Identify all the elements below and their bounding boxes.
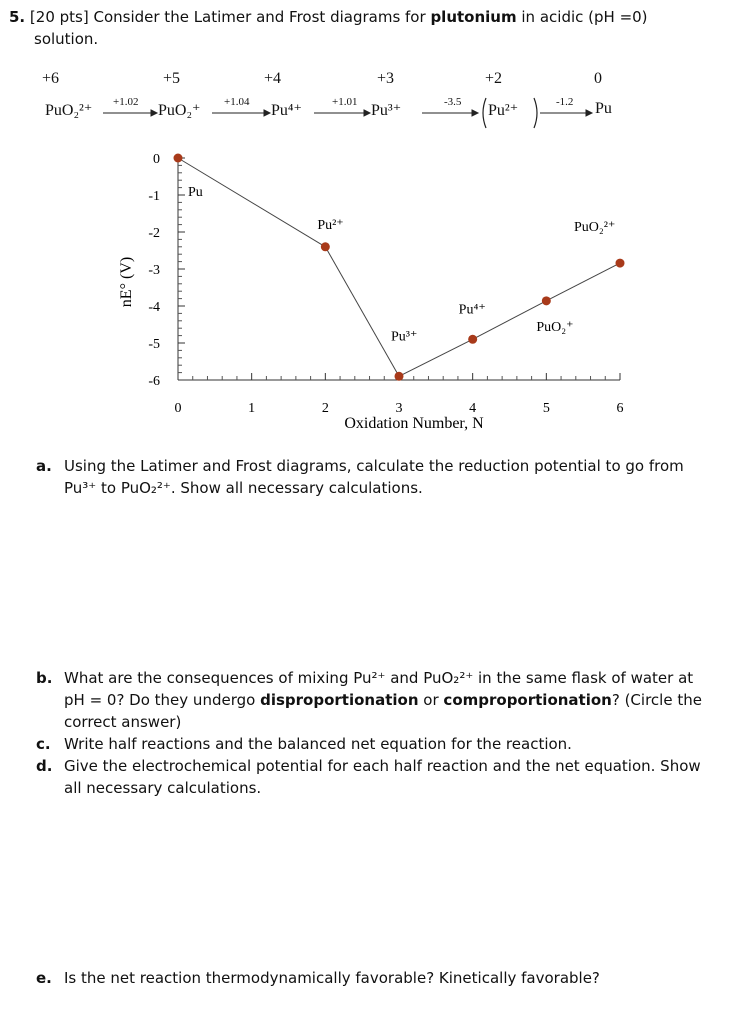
part-line: Give the electrochemical potential for each half reaction and the net equation. Show xyxy=(64,757,701,775)
data-point xyxy=(468,335,477,344)
y-tick-label: -6 xyxy=(148,374,160,389)
part-line: correct answer) xyxy=(64,713,182,731)
part-line: What are the consequences of mixing Pu²⁺ and PuO₂²⁺ in the same flask of water at xyxy=(64,669,694,687)
oxidation-state-label: +2 xyxy=(485,70,503,87)
y-tick-label: 0 xyxy=(153,152,160,167)
question-text: Consider the Latimer and Frost diagrams for xyxy=(93,8,426,26)
part-label: a. xyxy=(36,457,52,475)
part-a xyxy=(36,455,716,505)
x-axis-label: Oxidation Number, N xyxy=(344,415,484,432)
part-line: Write half reactions and the balanced net equation for the reaction. xyxy=(64,735,572,753)
question-element: plutonium xyxy=(430,8,517,26)
x-tick-label: 3 xyxy=(395,401,403,416)
latimer-species: Pu²⁺ xyxy=(488,102,519,119)
latimer-species: Pu³⁺ xyxy=(371,102,402,119)
point-label: PuO₂⁺ xyxy=(536,319,574,335)
part-line: Pu³⁺ to PuO₂²⁺. Show all necessary calculations. xyxy=(64,479,423,497)
latimer-potential: +1.04 xyxy=(224,96,250,108)
frost-points xyxy=(174,154,625,381)
part-line: or xyxy=(423,691,439,709)
part-e xyxy=(36,967,716,989)
latimer-species: Pu⁴⁺ xyxy=(271,102,302,119)
y-tick-label: -5 xyxy=(148,337,160,352)
part-line: pH = 0? Do they undergo xyxy=(64,691,256,709)
y-tick-label: -3 xyxy=(148,263,160,278)
part-label: c. xyxy=(36,735,51,753)
point-label: Pu⁴⁺ xyxy=(458,302,486,318)
part-c xyxy=(36,733,716,755)
data-point xyxy=(542,296,551,305)
y-tick-label: -2 xyxy=(148,226,160,241)
frost-labels xyxy=(188,185,615,344)
latimer-potential: +1.01 xyxy=(332,96,358,108)
y-axis-label: nE° (V) xyxy=(118,256,135,308)
data-point xyxy=(174,154,183,163)
part-label: d. xyxy=(36,757,53,775)
latimer-potential: -3.5 xyxy=(444,96,462,108)
x-tick-label: 0 xyxy=(174,401,182,416)
oxidation-state-label: 0 xyxy=(594,70,602,87)
point-label: Pu xyxy=(188,185,203,200)
oxidation-state-label: +5 xyxy=(163,70,181,87)
question-text-after: in acidic (pH =0) xyxy=(521,8,648,26)
x-tick-label: 5 xyxy=(542,401,550,416)
part-line: ? (Circle the xyxy=(611,691,702,709)
oxidation-state-label: +4 xyxy=(264,70,282,87)
part-line: Using the Latimer and Frost diagrams, calculate the reduction potential to go from xyxy=(64,457,684,475)
frost-axes xyxy=(178,158,620,380)
frost-segment xyxy=(546,263,620,301)
frost-segment xyxy=(178,158,325,247)
part-d xyxy=(36,755,726,799)
latimer-potential: +1.02 xyxy=(113,96,139,108)
x-tick-label: 4 xyxy=(469,401,477,416)
question-points: [20 pts] xyxy=(29,8,89,26)
data-point xyxy=(321,242,330,251)
latimer-potential: -1.2 xyxy=(556,96,574,108)
question-line2: solution. xyxy=(34,30,99,48)
latimer-species: Pu xyxy=(595,100,612,117)
y-tick-label: -4 xyxy=(148,300,160,315)
frost-diagram xyxy=(0,0,736,440)
latimer-species: PuO₂⁺ xyxy=(158,102,201,119)
point-label: PuO₂²⁺ xyxy=(574,220,616,236)
part-label: e. xyxy=(36,969,52,987)
latimer-species: PuO₂²⁺ xyxy=(45,102,93,119)
data-point xyxy=(616,259,625,268)
part-b xyxy=(36,667,726,737)
part-line: Is the net reaction thermodynamically favorable? Kinetically favorable? xyxy=(64,969,600,987)
frost-segment xyxy=(325,247,399,376)
data-point xyxy=(395,372,404,381)
disproportionation-option: disproportionation xyxy=(260,691,419,709)
y-tick-label: -1 xyxy=(148,189,160,204)
x-tick-label: 1 xyxy=(248,401,256,416)
x-tick-label: 6 xyxy=(616,401,624,416)
frost-segment xyxy=(399,339,473,376)
oxidation-state-label: +6 xyxy=(42,70,60,87)
oxidation-state-label: +3 xyxy=(377,70,395,87)
point-label: Pu³⁺ xyxy=(391,329,418,345)
point-label: Pu²⁺ xyxy=(317,217,344,233)
question-number: 5. xyxy=(9,8,26,26)
comproportionation-option: comproportionation xyxy=(443,691,612,709)
part-label: b. xyxy=(36,669,53,687)
frost-ticks xyxy=(148,152,623,416)
part-line: all necessary calculations. xyxy=(64,779,262,797)
x-tick-label: 2 xyxy=(321,401,329,416)
